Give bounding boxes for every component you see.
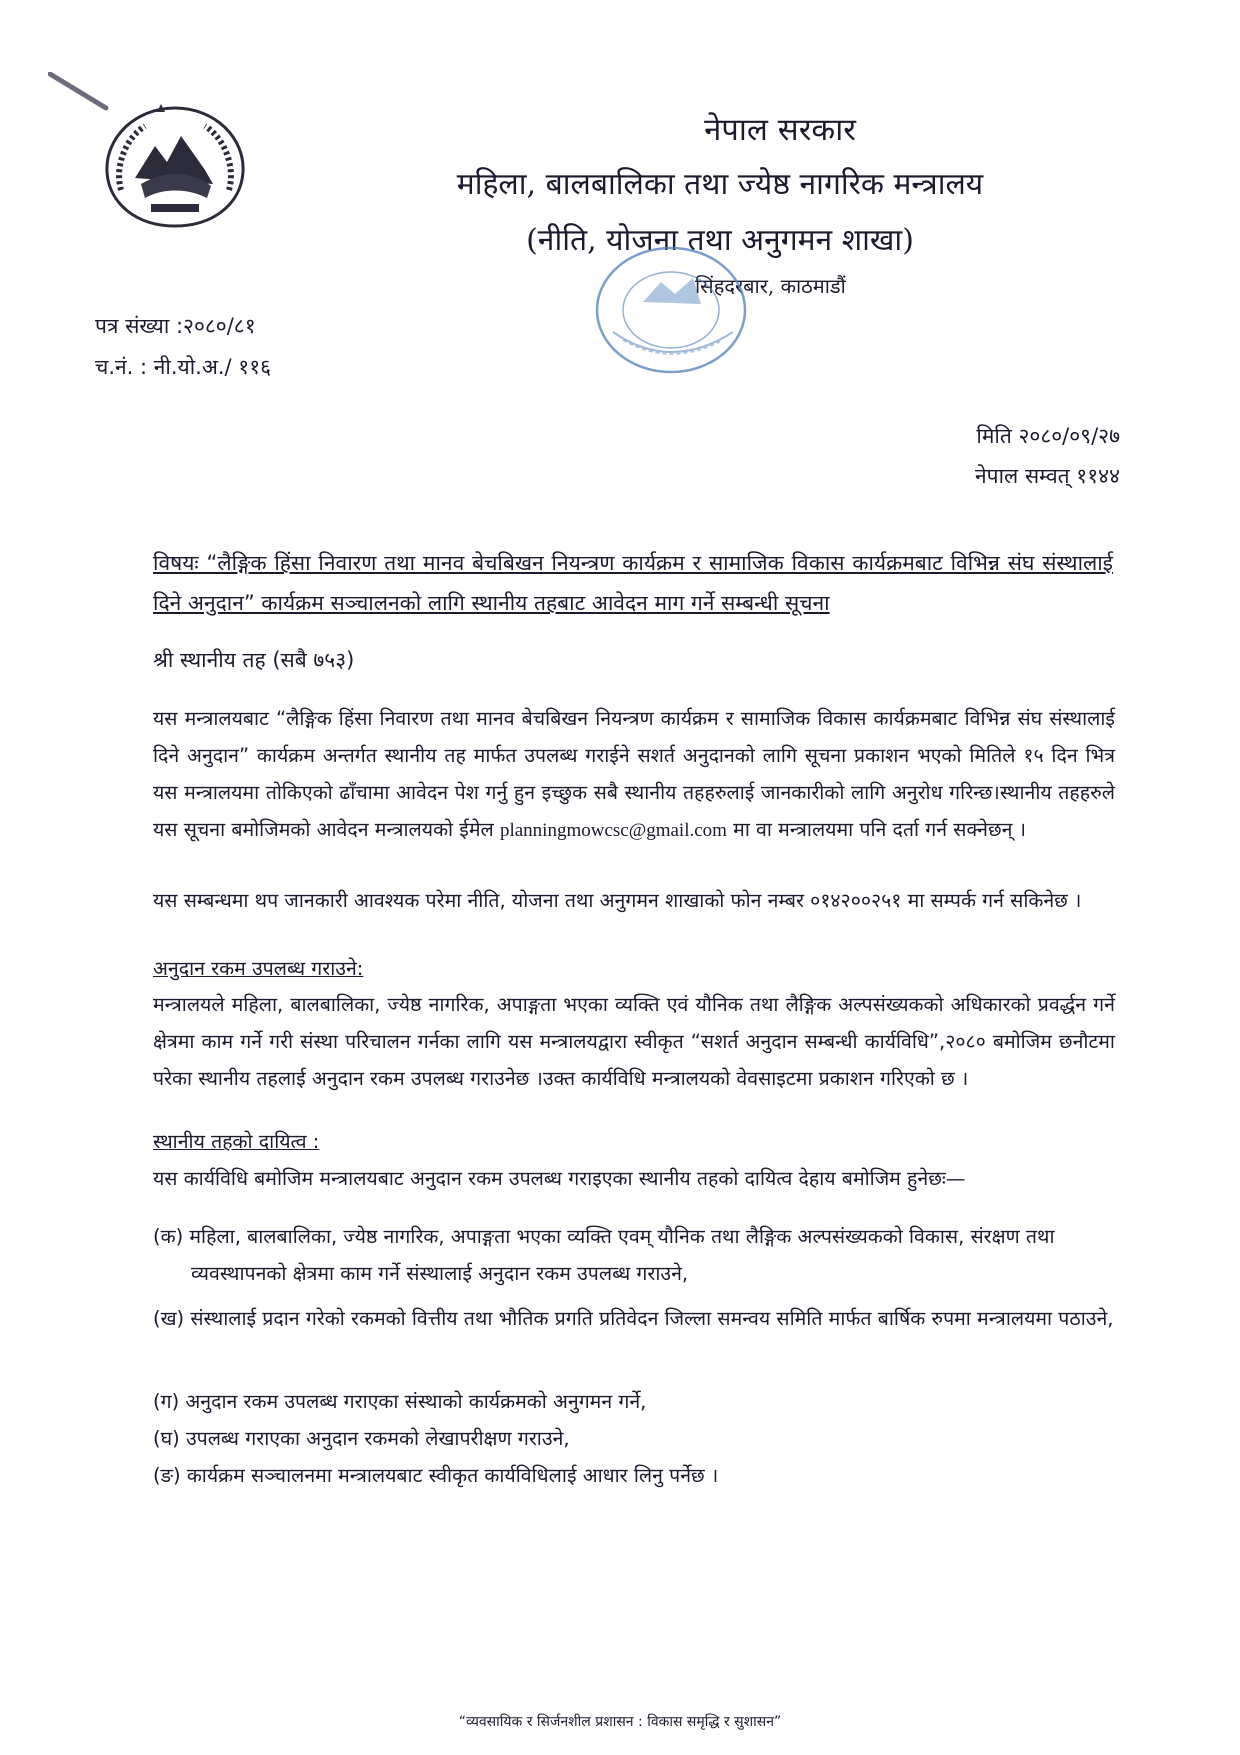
heading-local-responsibility: स्थानीय तहको दायित्व : bbox=[153, 1130, 320, 1153]
footer-motto: “व्यवसायिक र सिर्जनशील प्रशासन : विकास समृद्धि र सुशासन” bbox=[458, 1714, 782, 1730]
paragraph-notice-tail: मा वा मन्त्रालयमा पनि दर्ता गर्न सक्नेछन् । bbox=[726, 818, 1027, 841]
list-item: (क) महिला, बालबालिका, ज्येष्ठ नागरिक, अपाङ्गता भएका व्यक्ति एवम् यौनिक तथा लैङ्गिक अल्पसंख्यकको विकास, संरक्षण तथा व्यवस्थापनको क्षेत्रमा काम गर्ने संस्थालाई अनुदान रकम उपलब्ध गराउने, bbox=[153, 1225, 1055, 1285]
heading-grant-provision: अनुदान रकम उपलब्ध गराउने: bbox=[153, 957, 364, 980]
list-item: (ङ) कार्यक्रम सञ्चालनमा मन्त्रालयबाट स्वीकृत कार्यविधिलाई आधार लिनु पर्नेछ । bbox=[153, 1464, 719, 1487]
letter-number: पत्र संख्या :२०८०/८१ bbox=[95, 314, 256, 338]
header-location: सिंहदरबार, काठमाडौं bbox=[695, 274, 846, 298]
header-section: (नीति, योजना तथा अनुगमन शाखा) bbox=[526, 223, 914, 258]
list-item: (ख) संस्थालाई प्रदान गरेको रकमको वित्तीय तथा भौतिक प्रगति प्रतिवेदन जिल्ला समन्वय समिति मार्फत बार्षिक रुपमा मन्त्रालयमा पठाउने, bbox=[153, 1307, 1114, 1330]
office-stamp bbox=[583, 232, 758, 382]
letter-date: मिति २०८०/०९/२७ bbox=[976, 424, 1120, 448]
paragraph-local-responsibility: यस कार्यविधि बमोजिम मन्त्रालयबाट अनुदान रकम उपलब्ध गराइएका स्थानीय तहको दायित्व देहाय बमोजिम हुनेछः— bbox=[153, 1167, 966, 1190]
paragraph-notice bbox=[153, 700, 1115, 849]
list-item: (घ) उपलब्ध गराएका अनुदान रकमको लेखापरीक्षण गराउने, bbox=[153, 1427, 570, 1450]
email-link[interactable]: planningmowcsc@gmail.com bbox=[499, 820, 727, 841]
dispatch-number: च.नं. : नी.यो.अ./ ११६ bbox=[95, 355, 272, 379]
header-ministry: महिला, बालबालिका तथा ज्येष्ठ नागरिक मन्त्रालय bbox=[456, 167, 984, 202]
nepal-sambat-date: नेपाल सम्वत् ११४४ bbox=[975, 464, 1120, 488]
header-government: नेपाल सरकार bbox=[704, 112, 856, 148]
paragraph-contact: यस सम्बन्धमा थप जानकारी आवश्यक परेमा नीति, योजना तथा अनुगमन शाखाको फोन नम्बर ०१४२००२५१ मा सम्पर्क गर्न सकिनेछ । bbox=[153, 889, 1082, 912]
paragraph-notice-text: यस मन्त्रालयबाट “लैङ्गिक हिंसा निवारण तथा मानव बेचबिखन नियन्त्रण कार्यक्रम र सामाजिक विकास कार्यक्रमबाट विभिन्न संघ संस्थालाई दिने अनुदान” कार्यक्रम अन्तर्गत स्थानीय तह मार्फत उपलब्ध गराईने सशर्त अनुदानको लागि सूचना प्रकाशन भएको मितिले १५ दिन भित्र यस मन्त्रालयमा तोकिएको ढाँचामा आवेदन पेश गर्नु हुन इच्छुक सबै स्थानीय तहहरुलाई जानकारीको लागि अनुरोध गरिन्छ।स्थानीय तहहरुले यस सूचना बमोजिमको आवेदन मन्त्रालयको ईमेल bbox=[153, 707, 1115, 841]
list-item: (ग) अनुदान रकम उपलब्ध गराएका संस्थाको कार्यक्रमको अनुगमन गर्ने, bbox=[153, 1390, 647, 1413]
subject-line: विषयः “लैङ्गिक हिंसा निवारण तथा मानव बेचबिखन नियन्त्रण कार्यक्रम र सामाजिक विकास कार्यक्रमबाट विभिन्न संघ संस्थालाई दिने अनुदान” कार्यक्रम सञ्चालनको लागि स्थानीय तहबाट आवेदन माग गर्ने सम्बन्धी सूचना bbox=[153, 551, 1113, 615]
addressee: श्री स्थानीय तह (सबै ७५३) bbox=[153, 648, 355, 672]
paragraph-grant-provision: मन्त्रालयले महिला, बालबालिका, ज्येष्ठ नागरिक, अपाङ्गता भएका व्यक्ति एवं यौनिक तथा लैङ्गिक अल्पसंख्यकको अधिकारको प्रवर्द्धन गर्ने क्षेत्रमा काम गर्ने गरी संस्था परिचालन गर्नका लागि यस मन्त्रालयद्वारा स्वीकृत “सशर्त अनुदान सम्बन्धी कार्यविधि”,२०८० बमोजिम छनौटमा परेका स्थानीय तहलाई अनुदान रकम उपलब्ध गराउनेछ ।उक्त कार्यविधि मन्त्रालयको वेवसाइटमा प्रकाशन गरिएको छ । bbox=[153, 993, 1115, 1090]
